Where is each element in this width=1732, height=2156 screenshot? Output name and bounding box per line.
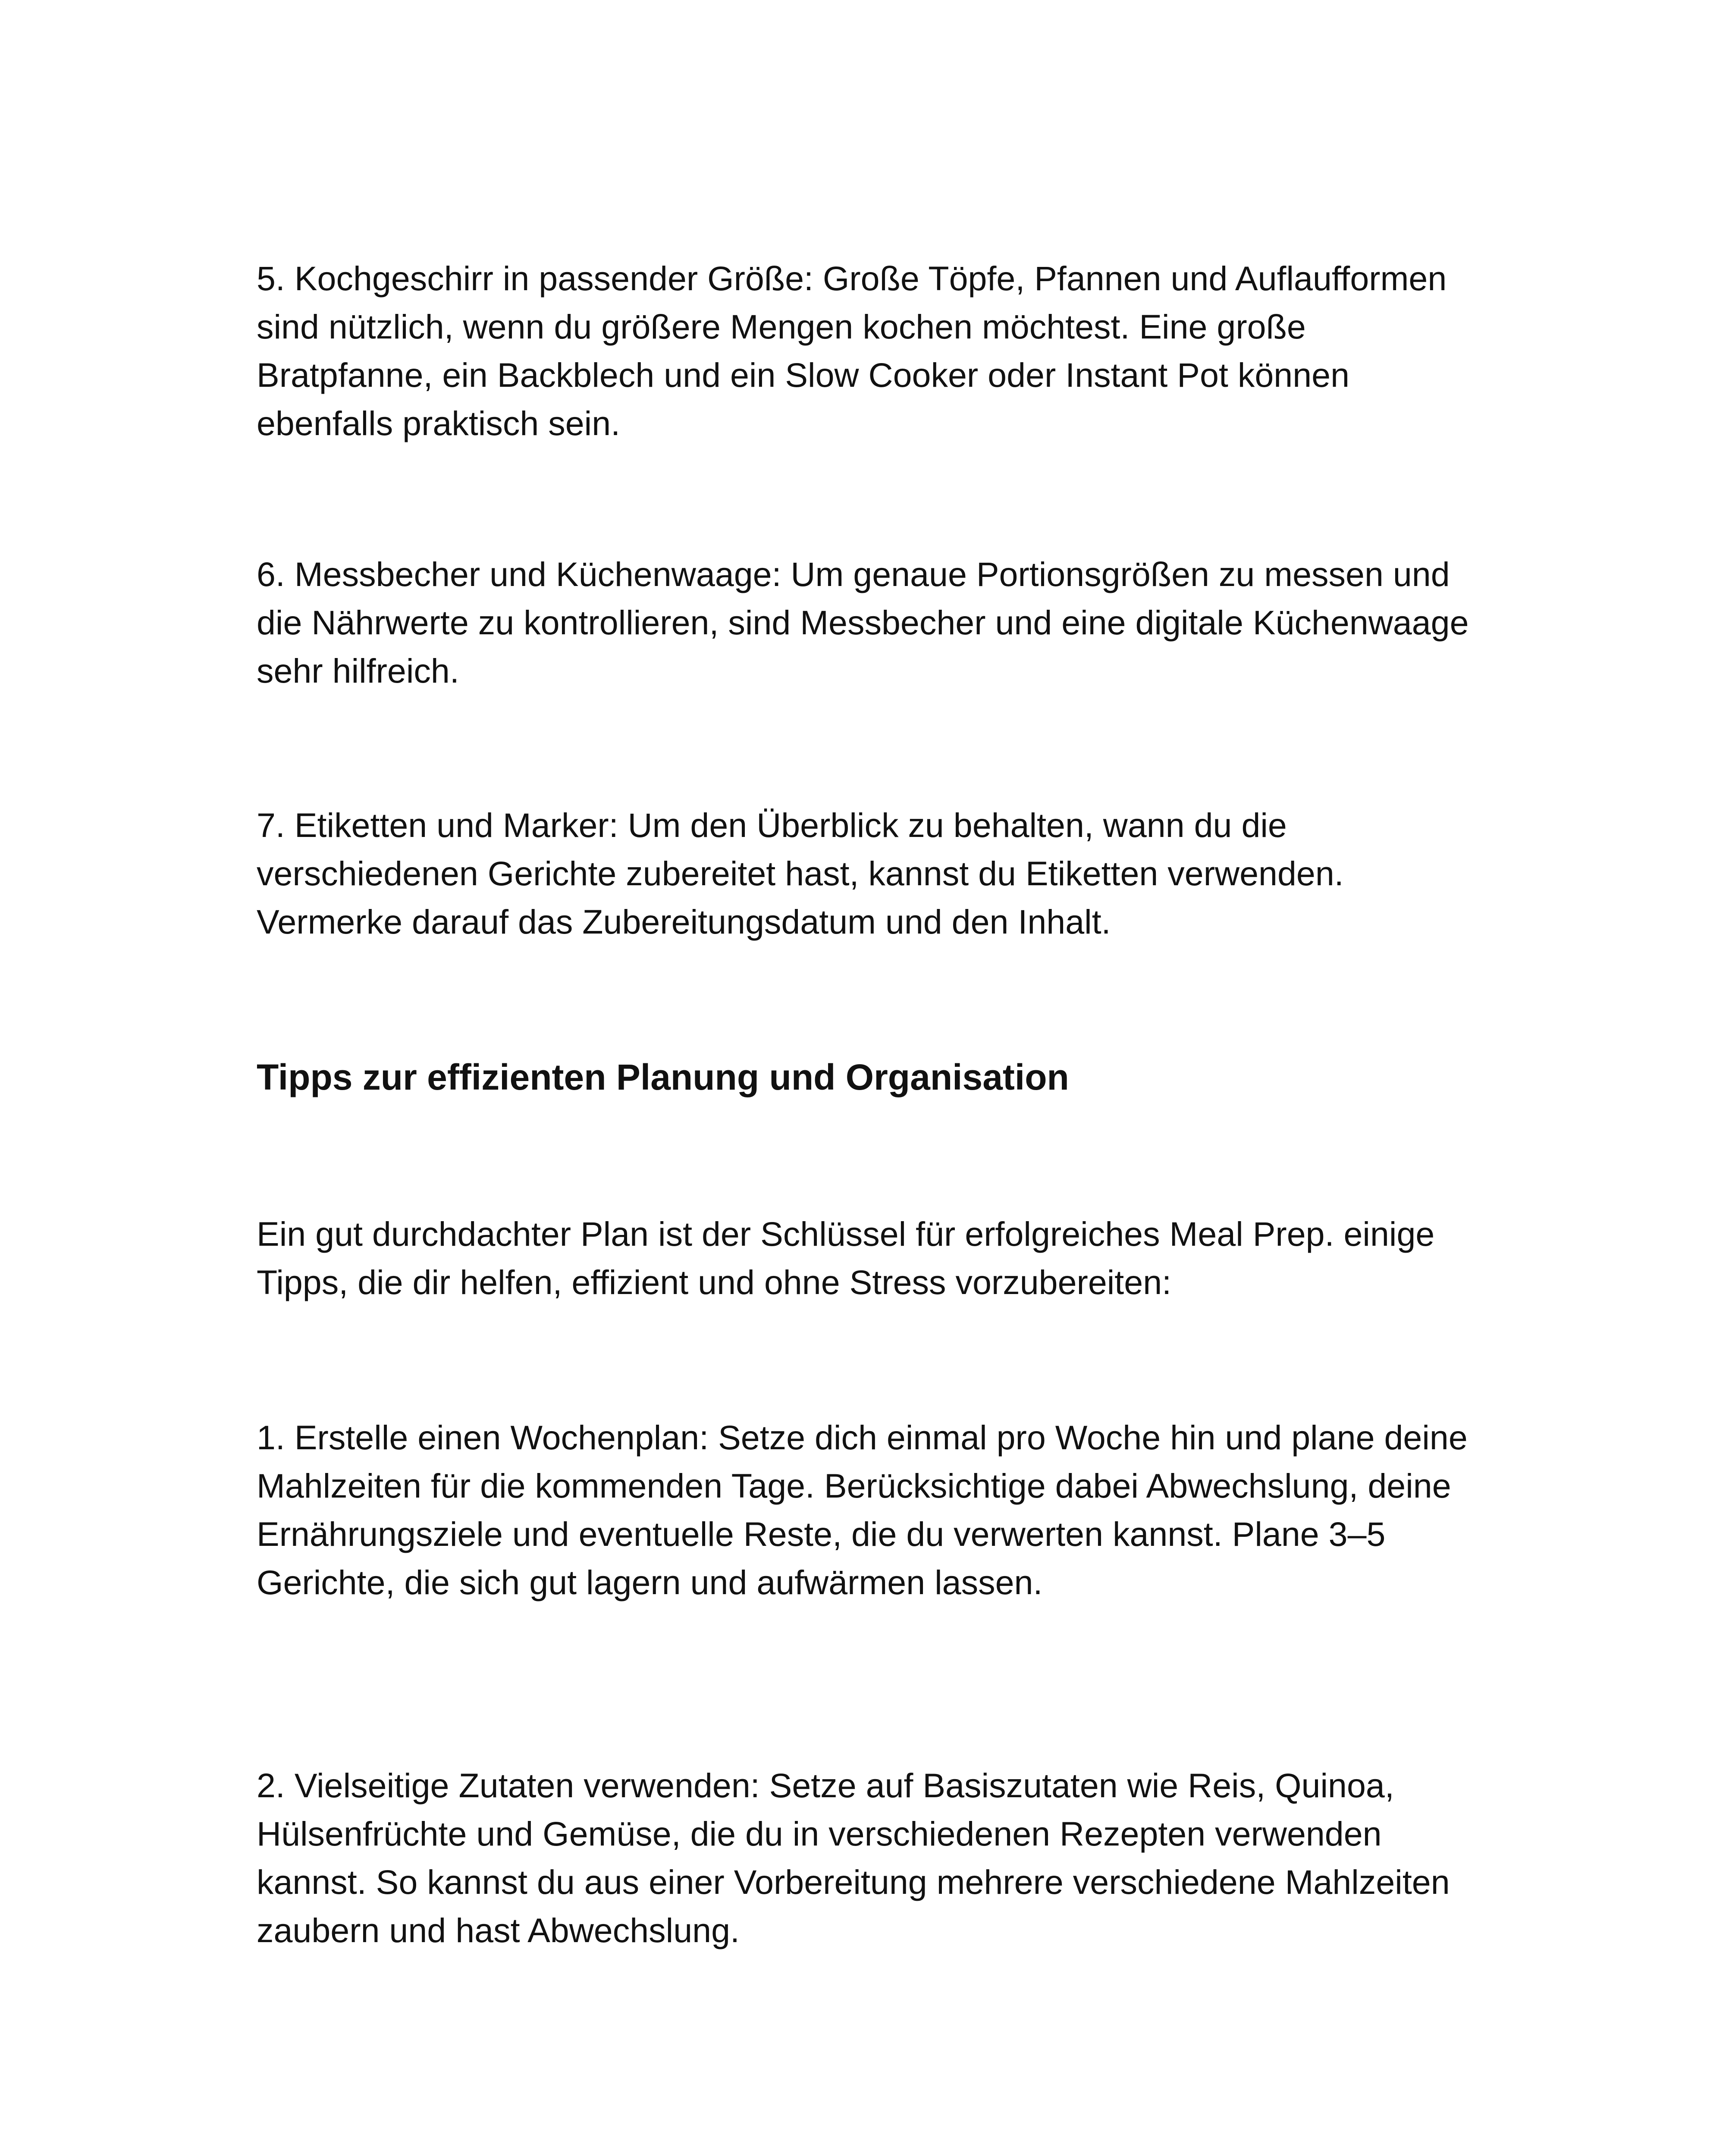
paragraph-intro-tips: Ein gut durchdachter Plan ist der Schlüssel für erfolgreiches Meal Prep. einige Tipps, die dir helfen, effizient und ohne Stress vorzubereiten: [257,1215,1435,1301]
paragraph-versatile-ingredients: 2. Vielseitige Zutaten verwenden: Setze auf Basiszutaten wie Reis, Quinoa, Hülsenfrüchte und Gemüse, die du in verschiedenen Rezepten verwenden kannst. So kannst du aus einer Vorbereitung mehrere verschiedene Mahlzeiten zaubern und hast Abwechslung. [257,1766,1450,1949]
paragraph-measuring-tools: 6. Messbecher und Küchenwaage: Um genaue Portionsgrößen zu messen und die Nährwerte zu kontrollieren, sind Messbecher und eine digitale Küchenwaage sehr hilfreich. [257,555,1469,690]
paragraph-labels-markers: 7. Etiketten und Marker: Um den Überblick zu behalten, wann du die verschiedenen Gerichte zubereitet hast, kannst du Etiketten verwenden. Vermerke darauf das Zubereitungsdatum und den Inhalt. [257,806,1344,941]
paragraph-weekly-plan: 1. Erstelle einen Wochenplan: Setze dich einmal pro Woche hin und plane deine Mahlzeiten für die kommenden Tage. Berücksichtige dabei Abwechslung, deine Ernährungsziele und eventuelle Reste, die du verwerten kannst. Plane 3–5 Gerichte, die sich gut lagern und aufwärmen lassen. [257,1418,1468,1601]
section-heading: Tipps zur effizienten Planung und Organisation [257,1057,1069,1097]
paragraph-cookware: 5. Kochgeschirr in passender Größe: Große Töpfe, Pfannen und Auflaufformen sind nützlich, wenn du größere Mengen kochen möchtest. Eine große Bratpfanne, ein Backblech und ein Slow Cooker oder Instant Pot können ebenfalls praktisch sein. [257,259,1447,442]
